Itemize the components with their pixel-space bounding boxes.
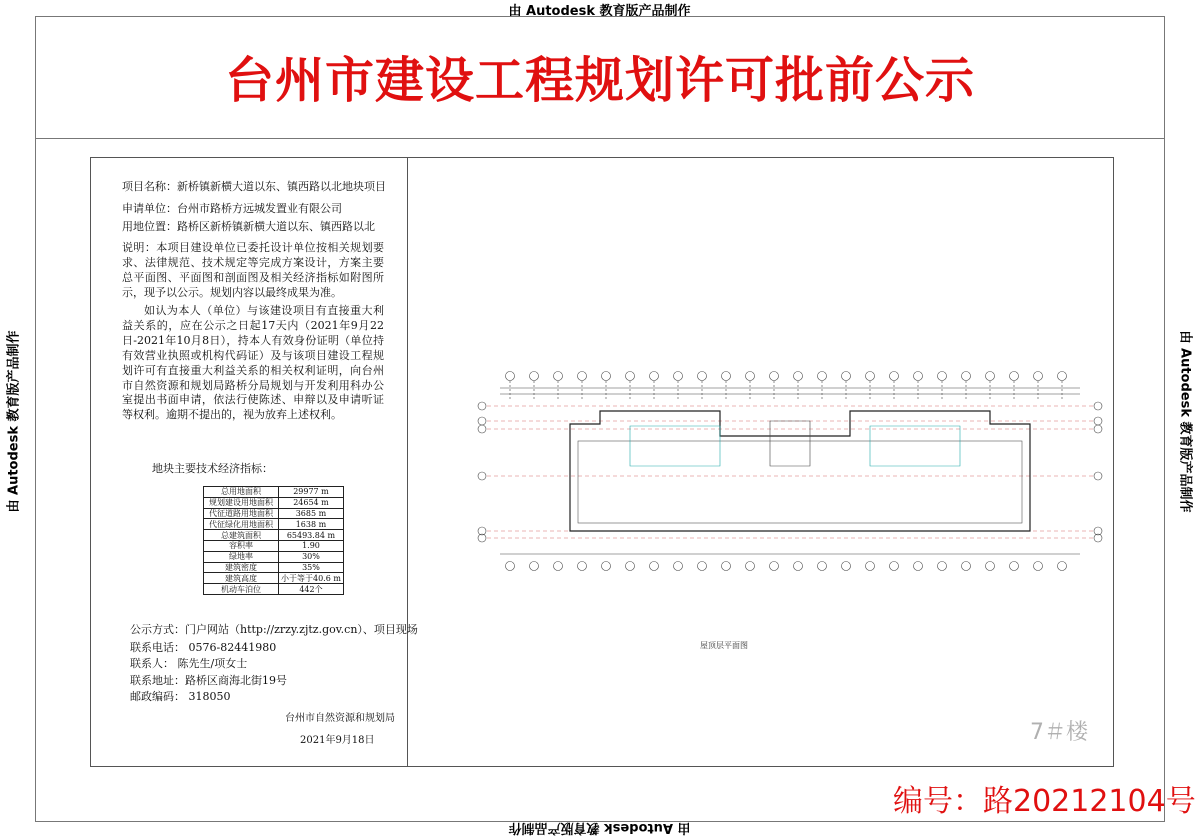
contact-person: 联系人： 陈先生/项女士 xyxy=(130,657,248,670)
axis-bubble xyxy=(986,562,995,571)
axis-bubble xyxy=(554,372,563,381)
indicator-key: 总建筑面积 xyxy=(204,530,279,541)
axis-bubble xyxy=(578,372,587,381)
indicator-key: 建筑高度 xyxy=(204,573,279,584)
indicator-value: 442个 xyxy=(279,584,344,595)
axis-bubble xyxy=(746,372,755,381)
axis-bubble xyxy=(530,562,539,571)
row-bubble xyxy=(478,417,486,425)
axis-bubble xyxy=(722,562,731,571)
axis-bubble xyxy=(506,372,515,381)
axis-bubble xyxy=(818,562,827,571)
indicator-row xyxy=(204,562,344,573)
axis-bubble xyxy=(986,372,995,381)
indicator-row xyxy=(204,551,344,562)
indicator-key: 代征道路用地面积 xyxy=(204,508,279,519)
indicator-value: 30% xyxy=(279,551,344,562)
axis-bubble xyxy=(554,562,563,571)
drawing-caption: 屋顶层平面图 xyxy=(700,641,748,650)
watermark-right: 由 Autodesk 教育版产品制作 xyxy=(1177,330,1193,513)
axis-bubble xyxy=(770,562,779,571)
watermark-top: 由 Autodesk 教育版产品制作 xyxy=(508,4,691,19)
axis-bubble xyxy=(1010,562,1019,571)
page-title: 台州市建设工程规划许可批前公示 xyxy=(224,52,975,109)
axis-bubble xyxy=(650,562,659,571)
indicator-key: 规划建设用地面积 xyxy=(204,497,279,508)
title-band xyxy=(35,16,1165,139)
row-bubble xyxy=(478,425,486,433)
axis-bubble xyxy=(938,372,947,381)
indicator-value: 1.90 xyxy=(279,540,344,551)
indicator-key: 代征绿化用地面积 xyxy=(204,519,279,530)
axis-bubble xyxy=(770,372,779,381)
axis-bubble xyxy=(626,372,635,381)
indicator-row xyxy=(204,530,344,541)
explanation-text: 说明：本项目建设单位已委托设计单位按相关规划要求、法律规范、技术规定等完成方案设计，方案主要总平面图、平面图和剖面图及相关经济指标如附图所示，现予以公示。规划内容以最终成果为准。 xyxy=(122,241,384,299)
axis-bubble xyxy=(938,562,947,571)
axis-bubble xyxy=(746,562,755,571)
axis-bubble xyxy=(650,372,659,381)
indicator-row xyxy=(204,487,344,498)
indicator-value: 65493.84 m xyxy=(279,530,344,541)
indicator-row xyxy=(204,508,344,519)
issue-date: 2021年9月18日 xyxy=(300,735,375,746)
axis-bubble xyxy=(698,372,707,381)
axis-bubble xyxy=(506,562,515,571)
contact-address: 联系地址：路桥区商海北街19号 xyxy=(130,674,287,687)
indicator-row xyxy=(204,540,344,551)
building-label: 7＃楼 xyxy=(1030,720,1088,745)
row-bubble xyxy=(1094,472,1102,480)
indicator-row xyxy=(204,497,344,508)
axis-bubble xyxy=(794,562,803,571)
project-name: 项目名称：新桥镇新横大道以东、镇西路以北地块项目 xyxy=(122,180,386,193)
row-bubble xyxy=(478,402,486,410)
indicator-key: 总用地面积 xyxy=(204,487,279,498)
serial-number: 编号：路20212104号 xyxy=(893,784,1196,819)
axis-bubble xyxy=(578,562,587,571)
indicator-key: 容积率 xyxy=(204,540,279,551)
panel-divider xyxy=(407,157,408,767)
indicator-row xyxy=(204,573,344,584)
issuer: 台州市自然资源和规划局 xyxy=(285,713,395,724)
axis-bubble xyxy=(818,372,827,381)
publish-method: 公示方式：门户网站（http://zrzy.zjtz.gov.cn）、项目现场 xyxy=(130,623,418,636)
axis-bubble xyxy=(698,562,707,571)
row-bubble xyxy=(1094,425,1102,433)
axis-bubble xyxy=(1058,562,1067,571)
contact-phone: 联系电话： 0576-82441980 xyxy=(130,641,277,654)
row-bubble xyxy=(478,472,486,480)
axis-bubble xyxy=(842,562,851,571)
axis-bubble xyxy=(1058,372,1067,381)
watermark-left: 由 Autodesk 教育版产品制作 xyxy=(6,330,22,513)
indicator-value: 3685 m xyxy=(279,508,344,519)
row-bubble xyxy=(1094,402,1102,410)
axis-bubble xyxy=(1010,372,1019,381)
axis-bubble xyxy=(674,372,683,381)
axis-bubble xyxy=(1034,372,1043,381)
axis-bubble xyxy=(962,562,971,571)
axis-bubble xyxy=(602,562,611,571)
roof-parapet xyxy=(630,426,960,466)
applicant: 申请单位：台州市路桥方远城发置业有限公司 xyxy=(122,202,342,215)
postcode: 邮政编码： 318050 xyxy=(130,690,231,703)
indicators-title: 地块主要技术经济指标： xyxy=(152,462,273,475)
site-location: 用地位置：路桥区新桥镇新横大道以东、镇西路以北 xyxy=(122,220,375,233)
watermark-bottom: 由 Autodesk 教育版产品制作 xyxy=(508,820,691,835)
axis-bubble xyxy=(914,372,923,381)
axis-bubble xyxy=(602,372,611,381)
indicator-value: 小于等于40.6 m xyxy=(279,573,344,584)
indicator-row xyxy=(204,519,344,530)
axis-bubble xyxy=(866,562,875,571)
axis-bubble xyxy=(914,562,923,571)
notice-text: 如认为本人（单位）与该建设项目有直接重大利益关系的，应在公示之日起17天内（2021年9月22日-2021年10月8日），持本人有效身份证明（单位持有效营业执照或机构代码证）及与该项目建设工程规划许可有直接重大利益关系的相关权利证明，向台州市自然资源和规划局路桥分局规划与开发利用科办公室提出书面申请，依法行使陈述、申辩以及申请听证等权利。逾期不提出的，视为放弃上述权利。 xyxy=(122,304,384,422)
axis-bubble xyxy=(530,372,539,381)
stair-core xyxy=(770,421,810,466)
indicator-key: 机动车泊位 xyxy=(204,584,279,595)
axis-bubble xyxy=(722,372,731,381)
indicator-value: 1638 m xyxy=(279,519,344,530)
indicator-key: 建筑密度 xyxy=(204,562,279,573)
axis-bubble xyxy=(1034,562,1043,571)
indicator-row xyxy=(204,584,344,595)
roof-floor-plan-drawing xyxy=(470,366,1110,571)
axis-bubble xyxy=(842,372,851,381)
axis-bubble xyxy=(890,562,899,571)
axis-bubble xyxy=(626,562,635,571)
axis-bubble xyxy=(890,372,899,381)
indicator-value: 24654 m xyxy=(279,497,344,508)
axis-bubble xyxy=(674,562,683,571)
row-bubble xyxy=(1094,417,1102,425)
axis-bubble xyxy=(866,372,875,381)
indicator-key: 绿地率 xyxy=(204,551,279,562)
roof-area xyxy=(578,441,1022,523)
axis-bubble xyxy=(962,372,971,381)
indicators-table xyxy=(203,486,344,595)
building-outline xyxy=(570,411,1030,531)
axis-bubble xyxy=(794,372,803,381)
indicator-value: 29977 m xyxy=(279,487,344,498)
indicator-value: 35% xyxy=(279,562,344,573)
